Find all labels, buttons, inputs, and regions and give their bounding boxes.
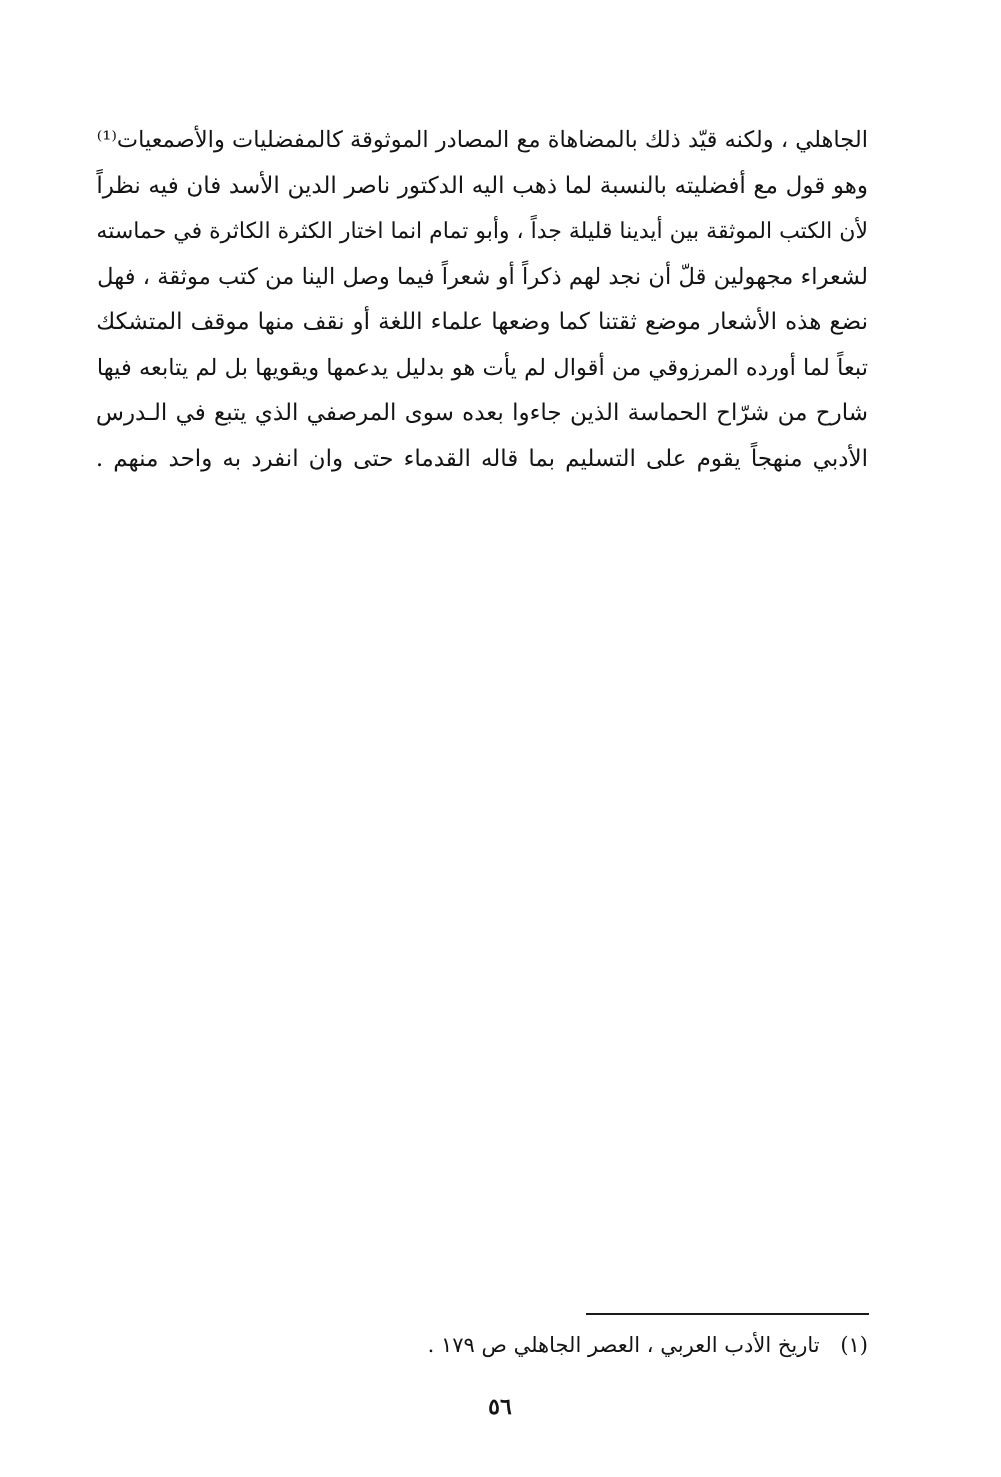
body-line-4: لشعراء مجهولين قلّ أن نجد لهم ذكراً أو شعراً فيما وصل الينا من كتب موثقة ، فهل bbox=[97, 263, 868, 290]
body-line-8: الأدبي منهجاً يقوم على التسليم بما قاله القدماء حتى وان انفرد به واحد منهم . bbox=[95, 445, 868, 472]
footnote-marker: (١) bbox=[840, 1333, 868, 1357]
body-line-5: نضع هذه الأشعار موضع ثقتنا كما وضعها علماء اللغة أو نقف منها موقف المتشكك bbox=[96, 309, 868, 335]
body-line-6: تبعاً لما أورده المرزوقي من أقوال لم يأت هو بدليل يدعمها ويقويها بل لم يتابعه فيها bbox=[96, 354, 868, 381]
body-line-2: وهو قول مع أفضليته بالنسبة لما ذهب اليه الدكتور ناصر الدين الأسد فان فيه نظراً bbox=[96, 172, 868, 199]
body-paragraph bbox=[96, 118, 868, 482]
body-line-3: لأن الكتب الموثقة بين أيدينا قليلة جداً ، وأبو تمام انما اختار الكثرة الكاثرة في حماسته bbox=[96, 219, 868, 244]
footnote-text: تاريخ الأدب العربي ، العصر الجاهلي ص ١٧٩ . bbox=[427, 1333, 820, 1357]
page-number: ٥٦ bbox=[488, 1394, 512, 1420]
footnote bbox=[300, 1330, 868, 1360]
footnote-divider bbox=[586, 1313, 869, 1315]
body-line-1: الجاهلي ، ولكنه قيّد ذلك بالمضاهاة مع المصادر الموثوقة كالمفضليات والأصمعيات⁽¹⁾ bbox=[96, 127, 868, 153]
body-line-7: شارح من شرّاح الحماسة الذين جاءوا بعده سوى المرصفي الذي يتبع في الـدرس bbox=[95, 400, 868, 426]
